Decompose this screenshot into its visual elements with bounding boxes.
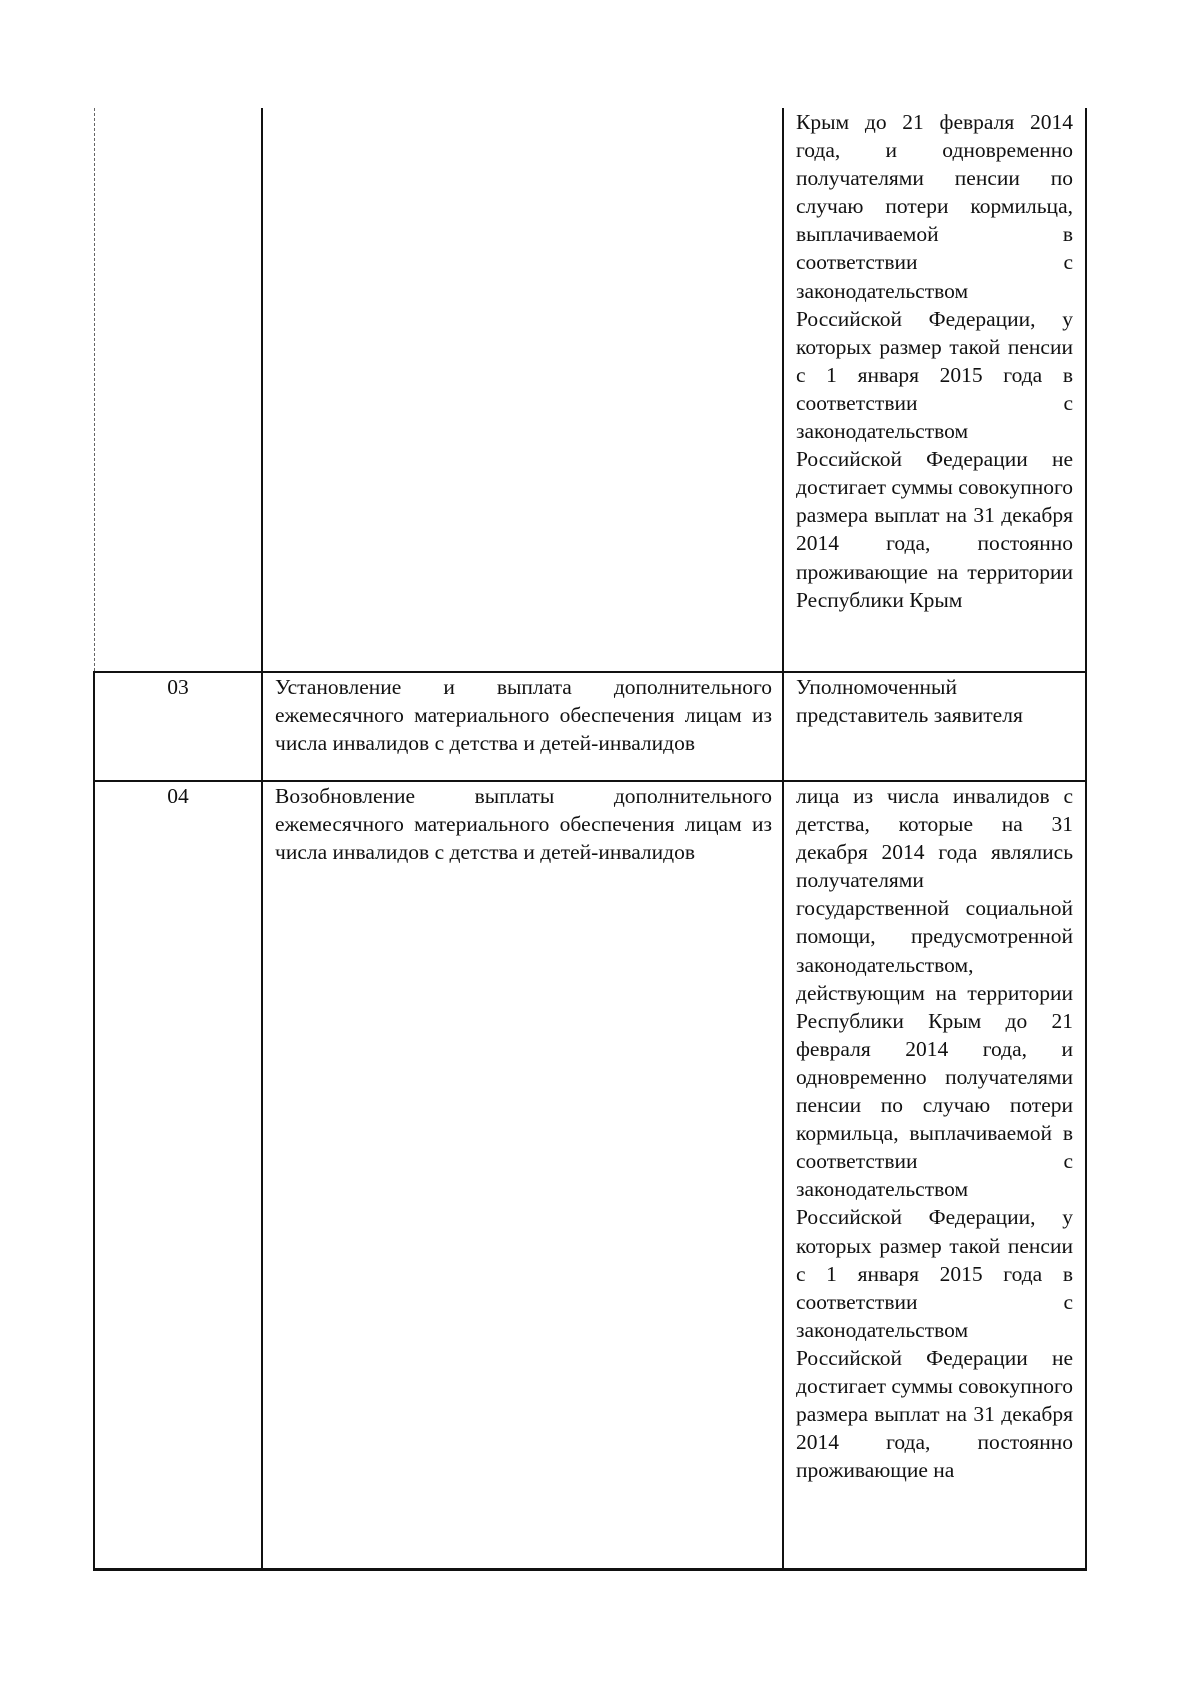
service-name-cell: Установление и выплата дополнительного ежемесячного материального обеспечения лицам из числа инвалидов с детства и детей-инвалидов <box>262 672 783 781</box>
service-name-cell: Возобновление выплаты дополнительного ежемесячного материального обеспечения лицам из числа инвалидов с детства и детей-инвалидов <box>262 781 783 1570</box>
table-row <box>94 781 1086 1570</box>
table-row <box>94 672 1086 781</box>
service-name-cell <box>262 108 783 672</box>
row-number-cell: 03 <box>94 672 262 781</box>
applicants-cell: Крым до 21 февраля 2014 года, и одновременно получателями пенсии по случаю потери кормильца, выплачиваемой в соответствии с законодательством Российской Федерации, у которых размер такой пенсии с 1 января 2015 года в соответствии с законодательством Российской Федерации не достигает суммы совокупного размера выплат на 31 декабря 2014 года, постоянно проживающие на территории Республики Крым <box>783 108 1086 672</box>
row-number-cell: 04 <box>94 781 262 1570</box>
table-row-continuation <box>94 108 1086 672</box>
applicants-cell: лица из числа инвалидов с детства, которые на 31 декабря 2014 года являлись получателями государственной социальной помощи, предусмотренной законодательством, действующим на территории Республики Крым до 21 февраля 2014 года, и одновременно получателями пенсии по случаю потери кормильца, выплачиваемой в соответствии с законодательством Российской Федерации, у которых размер такой пенсии с 1 января 2015 года в соответствии с законодательством Российской Федерации не достигает суммы совокупного размера выплат на 31 декабря 2014 года, постоянно проживающие на <box>783 781 1086 1570</box>
services-table <box>93 108 1087 1571</box>
row-number-cell <box>94 108 262 672</box>
applicants-cell: Уполномоченный представитель заявителя <box>783 672 1086 781</box>
